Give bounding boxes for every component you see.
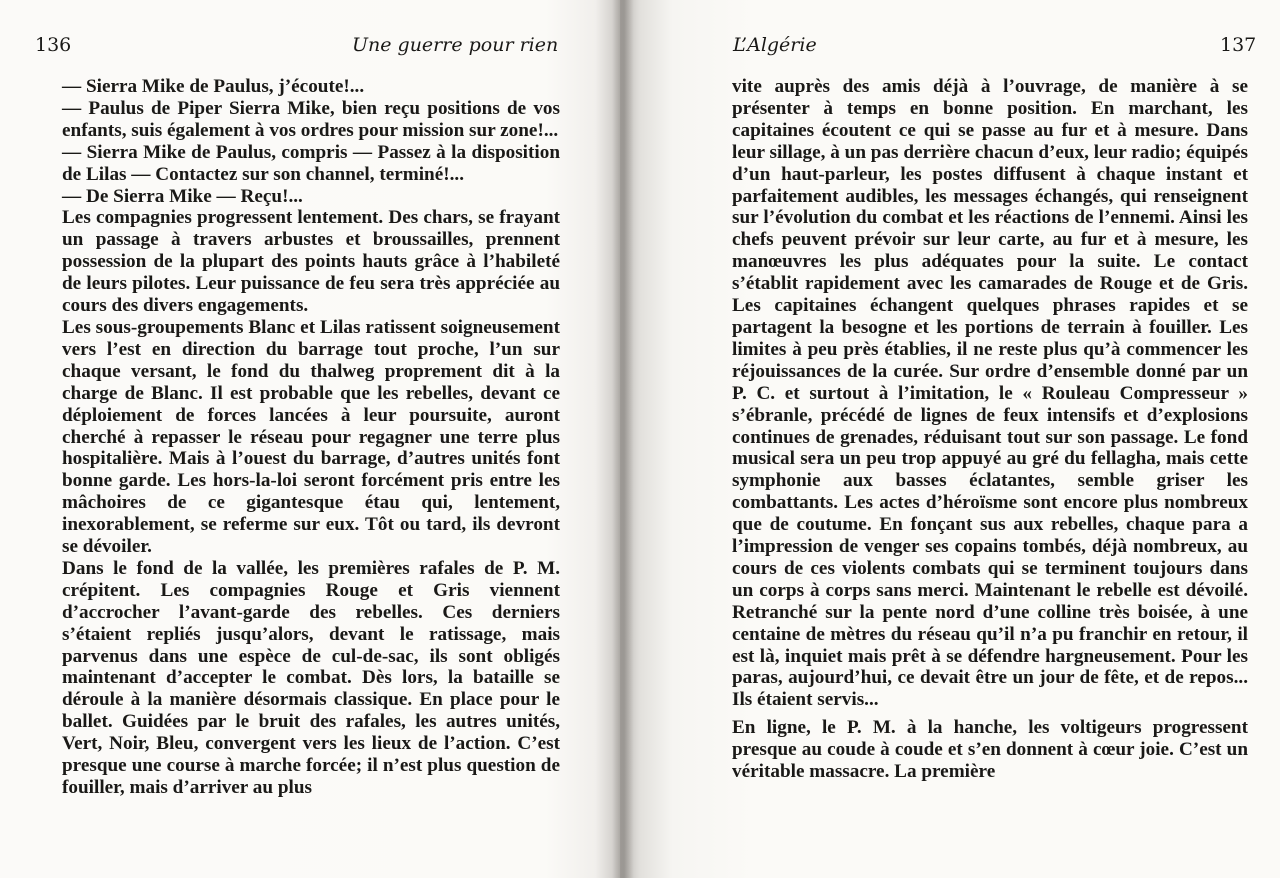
paragraph: vite auprès des amis déjà à l’ouvrage, de manière à se présenter à temps en bonne position. En marchant, les capitaines écoutent ce qui se passe au fur et à mesure. Dans leur sillage, à un pas derrière chacun d’eux, leur radio; équipés d’un haut-parleur, les postes diffusent à chaque instant et parfaitement audibles, les messages échangés, qui renseignent sur l’évolution du combat et les réactions de l’ennemi. Ainsi les chefs peuvent prévoir sur leur carte, au fur et à mesure, les manœuvres les plus adéquates pour la suite. Le contact s’établit rapidement avec les camarades de Rouge et de Gris. Les capitaines échangent quelques phrases rapides et se partagent la besogne et les portions de terrain à fouiller. Les limites à peu près établies, il ne reste plus qu’à commencer les réjouissances de la curée. Sur ordre d’ensemble donné par un P. C. et surtout à l’imitation, le « Rouleau Compresseur » s’ébranle, précédé de lignes de feux intensifs et d’explosions continues de grenades, réduisant tout sur son passage. Le fond musical sera un peu trop appuyé au gré du fellagha, mais cette symphonie aux basses éclatantes, semble griser les combattants. Les actes d’héroïsme sont encore plus nombreux que de coutume. En fonçant sus aux rebelles, chaque para a l’impression de venger ses copains tombés, déjà nombreux, au cours de ces violents combats qui se terminent toujours dans un corps à corps sans merci. Maintenant le rebelle est dévoilé. Retranché sur la pente nord d’une colline très boisée, à une centaine de mètres du réseau qu’il n’a pu franchir en retour, il est là, inquiet mais prêt à se défendre hargneusement. Pour les paras, aujourd’hui, ce devait être un jour de fête, et de repos... Ils étaient servis... (732, 76, 1248, 711)
left-page (0, 0, 620, 878)
paragraph: — Sierra Mike de Paulus, j’écoute!... (62, 76, 365, 97)
paragraph: — De Sierra Mike — Reçu!... (62, 185, 303, 207)
book-gutter (612, 0, 634, 878)
page-number: 137 (1220, 34, 1257, 56)
paragraph: — Paulus de Piper Sierra Mike, bien reçu positions de vos enfants, suis également à vos ordres pour mission sur zone!... (62, 97, 560, 141)
page-number: 136 (35, 34, 72, 56)
paragraph: En ligne, le P. M. à la hanche, les voltigeurs progressent presque au coude à coude et s’en donnent à cœur joie. C’est un véritable massacre. La première (732, 717, 1248, 783)
body-text (62, 76, 560, 799)
body-text (732, 76, 1248, 783)
paragraph: Les compagnies progressent lentement. Des chars, se frayant un passage à travers arbustes et broussailles, prennent possession de la plupart des points hauts grâce à l’habileté de leurs pilotes. Leur puissance de feu sera très appréciée au cours des divers engagements. (62, 207, 560, 317)
running-head: L’Algérie (733, 34, 817, 56)
paragraph: — Sierra Mike de Paulus, compris — Passez à la disposition de Lilas — Contactez sur son channel, terminé!... (62, 141, 560, 185)
paragraph: Dans le fond de la vallée, les premières rafales de P. M. crépitent. Les compagnies Rouge et Gris viennent d’accrocher l’avant-garde des rebelles. Ces derniers s’étaient repliés jusqu’alors, devant le ratissage, mais parvenus dans une espèce de cul-de-sac, ils sont obligés maintenant d’accepter le combat. Dès lors, la bataille se déroule à la manière désormais classique. En place pour le ballet. Guidées par le bruit des rafales, les autres unités, Vert, Noir, Bleu, convergent vers les lieux de l’action. C’est presque une course à marche forcée; il n’est plus question de fouiller, mais d’arriver au plus (62, 557, 560, 798)
paragraph: Les sous-groupements Blanc et Lilas ratissent soigneusement vers l’est en direction du barrage tout proche, l’un sur chaque versant, le fond du thalweg proprement dit à la charge de Blanc. Il est probable que les rebelles, devant ce déploiement de forces lancées à leur poursuite, auront cherché à repasser le réseau pour regagner une terre plus hospitalière. Mais à l’ouest du barrage, d’autres unités font bonne garde. Les hors-la-loi seront forcément pris entre les mâchoires de ce gigantesque étau qui, lentement, inexorablement, se referme sur eux. Tôt ou tard, ils devront se dévoiler. (62, 316, 560, 558)
right-page (620, 0, 1280, 878)
running-head: Une guerre pour rien (352, 34, 559, 56)
